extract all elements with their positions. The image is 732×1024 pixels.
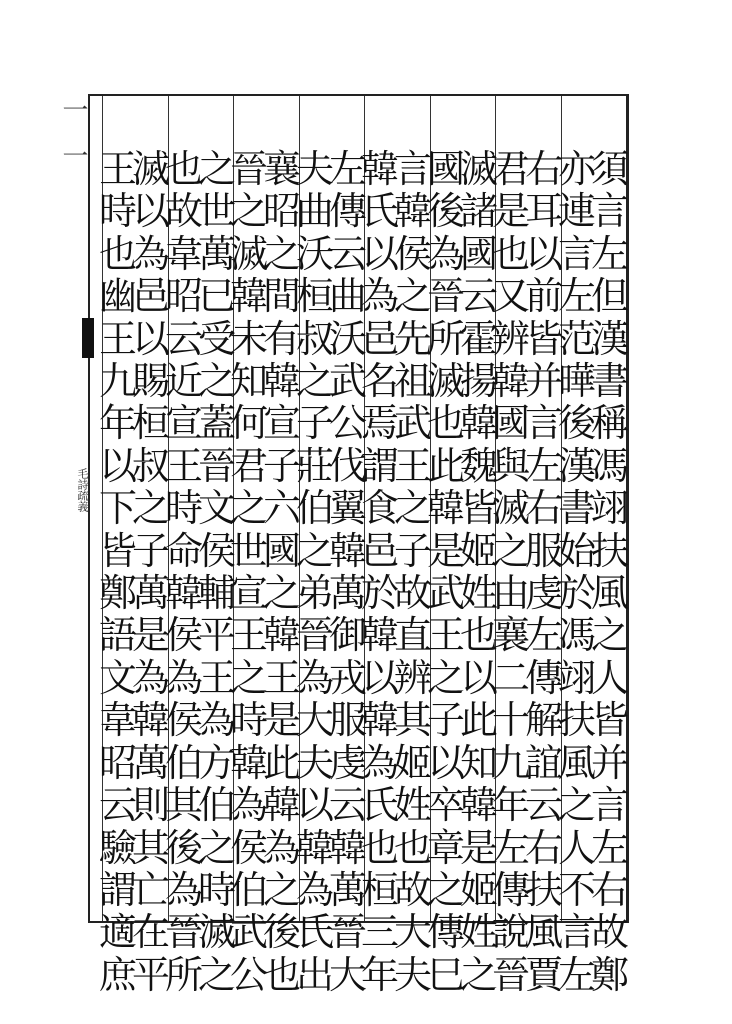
text-column: 君 是 也 又 辨 韓 國 與 滅 之 由 襄 二 十 九 年 左 傳 說 晉: [491, 147, 530, 997]
text-column: 言 韓 侯 之 先 祖 武 王 之 子 故 直 辨 其 姬 姓 也 故 大 夫: [393, 147, 432, 997]
text-column: 晉 之 滅 韓 未 知 何 君 之 世 宣 王 之 時 韓 為 侯 伯 武 公: [229, 147, 268, 997]
text-column: 亦 連 言 左 范 曄 後 漢 書 始 於 馮 翊 扶 風 之 人 不 言 左: [557, 147, 596, 997]
text-column: 王 時 也 幽 王 九 年 以 下 皆 鄭 語 文 韋 昭 云 驗 謂 適 庶: [98, 147, 137, 997]
text-column: 也 故 韋 昭 云 近 宣 王 時 命 韓 侯 為 侯 伯 其 後 為 晉 所: [164, 147, 203, 997]
text-column: 須 言 左 但 漢 書 稱 馮 翊 扶 風 之 人 皆 并 言 左 右 故 鄭: [590, 147, 629, 997]
top-margin-marks: 一一: [58, 96, 88, 188]
text-column: 之 世 萬 已 受 之 蓋 晉 文 侯 輔 平 王 為 方 伯 之 時 滅 之: [197, 147, 236, 997]
text-column: 滅 諸 國 云 霍 揚 韓 魏 皆 姬 姓 也 以 此 知 韓 是 姬 姓 之: [459, 147, 498, 997]
text-column: 左 傳 云 曲 沃 武 公 伐 翼 韓 萬 御 戎 服 虔 云 韓 萬 晉 大: [328, 147, 367, 997]
text-column: 國 後 為 晉 所 滅 也 此 韓 是 武 王 之 子 以 卒 章 之 傳 巳: [426, 147, 465, 997]
text-column: 右 耳 以 前 皆 并 言 左 右 服 虔 左 傳 解 誼 云 右 扶 風 賈: [524, 147, 563, 997]
text-column: 滅 以 為 邑 以 賜 桓 叔 之 子 萬 是 為 韓 萬 則 其 亡 在 平: [131, 147, 170, 997]
margin-title: 毛詩疏義: [76, 468, 89, 512]
text-column: 夫 曲 沃 桓 叔 之 子 莊 伯 之 弟 晉 為 大 夫 以 韓 為 氏 出: [295, 147, 334, 997]
frame-top-line: [88, 94, 628, 96]
text-column: 韓 氏 以 為 邑 名 焉 謂 食 邑 於 韓 以 韓 為 氏 也 桓 三 年: [360, 147, 399, 997]
text-column: 襄 昭 之 間 有 韓 宣 子 六 國 之 韓 王 是 此 韓 為 之 後 也: [262, 147, 301, 997]
